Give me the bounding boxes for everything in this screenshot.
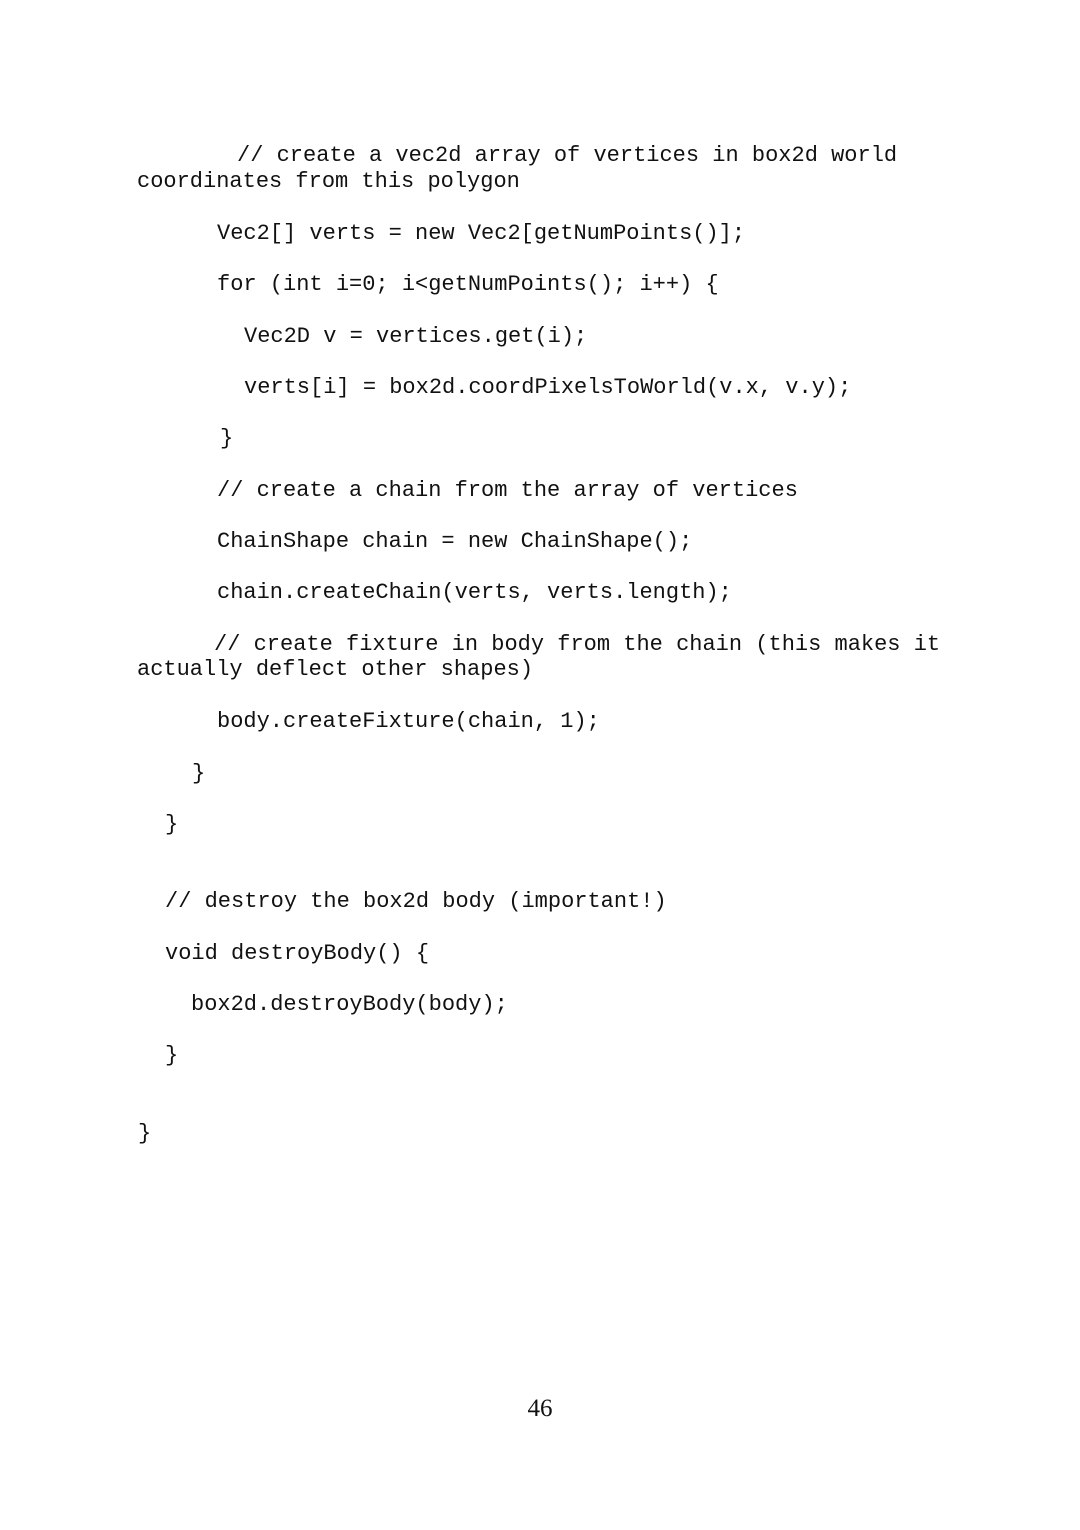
code-class-close: } (138, 1121, 152, 1146)
code-destroy-body-call: box2d.destroyBody(body); (191, 992, 508, 1017)
code-vec2d-get: Vec2D v = vertices.get(i); (244, 324, 588, 349)
page-number: 46 (527, 1395, 553, 1422)
code-create-fixture-call: body.createFixture(chain, 1); (217, 709, 600, 734)
code-comment-fixture-line1: // create fixture in body from the chain (this makes it (214, 632, 941, 657)
code-verts-assign: verts[i] = box2d.coordPixelsToWorld(v.x, v.y); (244, 375, 852, 400)
code-create-chain-call: chain.createChain(verts, verts.length); (217, 580, 732, 605)
code-comment-destroy: // destroy the box2d body (important!) (165, 889, 667, 914)
code-comment-vertices-line1: // create a vec2d array of vertices in box2d world (237, 143, 898, 168)
code-comment-vertices-line2: coordinates from this polygon (137, 169, 520, 194)
code-chainshape-declaration: ChainShape chain = new ChainShape(); (217, 529, 693, 554)
code-comment-fixture-line2: actually deflect other shapes) (137, 657, 534, 682)
code-destroy-method-signature: void destroyBody() { (165, 941, 430, 966)
code-for-loop-open: for (int i=0; i<getNumPoints(); i++) { (217, 272, 719, 297)
code-destroy-method-close: } (165, 1043, 179, 1068)
code-vec2-declaration: Vec2[] verts = new Vec2[getNumPoints()]; (217, 221, 746, 246)
code-constructor-close: } (165, 812, 179, 837)
code-if-block-close: } (192, 761, 206, 786)
code-for-loop-close: } (220, 426, 234, 451)
code-comment-chain: // create a chain from the array of vertices (217, 478, 798, 503)
